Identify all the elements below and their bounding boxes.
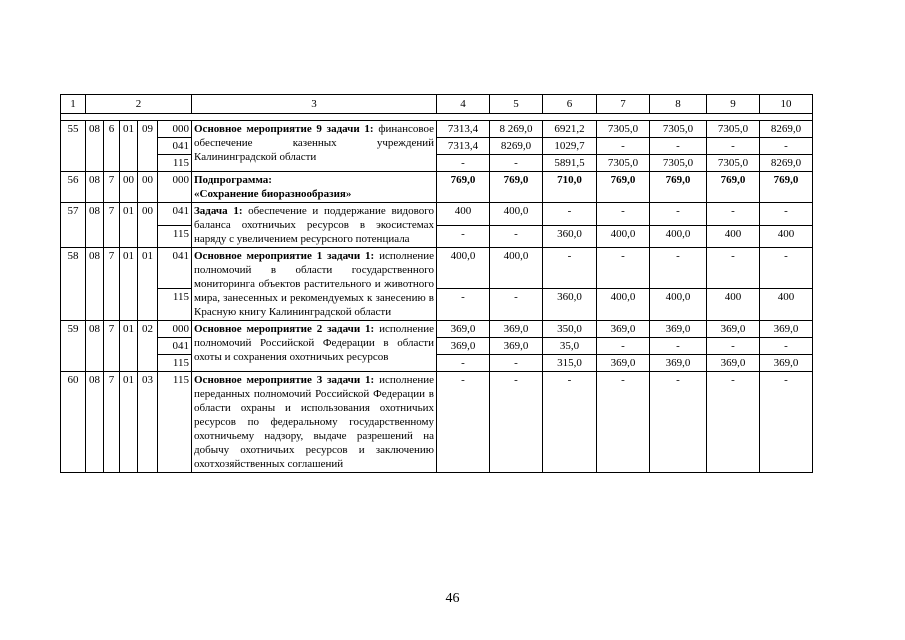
table-row [61, 338, 813, 355]
value-cell: 369,0 [760, 321, 813, 338]
code-cell: 01 [120, 321, 138, 372]
col-header: 8 [650, 95, 707, 114]
value-cell: - [437, 355, 490, 372]
value-cell: 6921,2 [543, 121, 597, 138]
value-cell: 400 [707, 225, 760, 248]
description-cell [192, 372, 437, 473]
value-cell: 35,0 [543, 338, 597, 355]
value-cell: 769,0 [437, 172, 490, 203]
value-cell: - [760, 372, 813, 473]
code-cell: 7 [104, 372, 120, 473]
value-cell: - [437, 155, 490, 172]
value-cell: 400,0 [490, 203, 543, 226]
code-cell: 08 [86, 203, 104, 248]
value-cell: 369,0 [650, 355, 707, 372]
col-header: 1 [61, 95, 86, 114]
value-cell: 7305,0 [597, 155, 650, 172]
value-cell: 350,0 [543, 321, 597, 338]
value-cell: - [437, 289, 490, 321]
value-cell: - [490, 289, 543, 321]
value-cell: - [490, 372, 543, 473]
code-cell: 00 [120, 172, 138, 203]
value-cell: - [707, 248, 760, 289]
value-cell: 369,0 [597, 355, 650, 372]
kvr-code: 000 [158, 321, 192, 338]
value-cell: - [490, 225, 543, 248]
description-cell [192, 321, 437, 372]
value-cell: - [650, 372, 707, 473]
col-header: 9 [707, 95, 760, 114]
kvr-code: 041 [158, 248, 192, 289]
item-title: Основное мероприятие 1 задачи 1: [194, 250, 375, 262]
value-cell: 400,0 [437, 248, 490, 289]
kvr-code: 041 [158, 138, 192, 155]
value-cell: 369,0 [490, 321, 543, 338]
item-desc: «Сохранение биоразнообразия» [194, 188, 352, 200]
table-row [61, 155, 813, 172]
value-cell: 8269,0 [490, 138, 543, 155]
code-cell: 08 [86, 172, 104, 203]
value-cell: 369,0 [760, 355, 813, 372]
value-cell: 400 [707, 289, 760, 321]
value-cell: - [543, 203, 597, 226]
value-cell: - [543, 372, 597, 473]
value-cell: - [760, 138, 813, 155]
kvr-code: 115 [158, 155, 192, 172]
code-cell: 02 [138, 321, 158, 372]
code-cell: 7 [104, 321, 120, 372]
kvr-code: 000 [158, 172, 192, 203]
description-cell [192, 248, 437, 321]
value-cell: - [650, 203, 707, 226]
value-cell: 400,0 [597, 225, 650, 248]
value-cell: 369,0 [597, 321, 650, 338]
code-cell: 7 [104, 248, 120, 321]
description-cell [192, 172, 437, 203]
col-header: 4 [437, 95, 490, 114]
value-cell: 369,0 [707, 321, 760, 338]
value-cell: 7305,0 [707, 121, 760, 138]
value-cell: 360,0 [543, 225, 597, 248]
value-cell: 400,0 [650, 225, 707, 248]
table-row [61, 289, 813, 321]
value-cell: - [650, 138, 707, 155]
description-cell [192, 121, 437, 172]
description-cell [192, 203, 437, 248]
value-cell: - [597, 372, 650, 473]
budget-table [60, 94, 813, 473]
value-cell: 8 269,0 [490, 121, 543, 138]
value-cell: - [707, 338, 760, 355]
value-cell: - [543, 248, 597, 289]
value-cell: 769,0 [490, 172, 543, 203]
item-title: Задача 1: [194, 205, 243, 217]
value-cell: 769,0 [597, 172, 650, 203]
kvr-code: 000 [158, 121, 192, 138]
col-header: 5 [490, 95, 543, 114]
value-cell: 400,0 [597, 289, 650, 321]
page-number: 46 [445, 591, 460, 606]
code-cell: 01 [120, 121, 138, 172]
kvr-code: 115 [158, 355, 192, 372]
item-title: Подпрограмма: [194, 174, 272, 186]
value-cell: - [490, 355, 543, 372]
value-cell: - [707, 203, 760, 226]
code-cell: 7 [104, 203, 120, 248]
code-cell: 08 [86, 121, 104, 172]
table-row [61, 372, 813, 473]
value-cell: 400 [760, 225, 813, 248]
kvr-code: 041 [158, 338, 192, 355]
value-cell: - [760, 203, 813, 226]
table-row [61, 172, 813, 203]
value-cell: - [650, 338, 707, 355]
code-cell: 01 [138, 248, 158, 321]
value-cell: 369,0 [650, 321, 707, 338]
code-cell: 7 [104, 172, 120, 203]
code-cell: 01 [120, 203, 138, 248]
value-cell: 7305,0 [597, 121, 650, 138]
table-row [61, 225, 813, 248]
row-number: 55 [61, 121, 86, 172]
value-cell: 369,0 [437, 338, 490, 355]
value-cell: 7313,4 [437, 138, 490, 155]
col-header: 2 [86, 95, 192, 114]
header-row [61, 95, 813, 114]
item-title: Основное мероприятие 9 задачи 1: [194, 123, 374, 135]
value-cell: 400 [437, 203, 490, 226]
table-row [61, 248, 813, 289]
spacer [61, 114, 813, 121]
value-cell: 710,0 [543, 172, 597, 203]
value-cell: 7305,0 [650, 121, 707, 138]
code-cell: 01 [120, 372, 138, 473]
col-header: 10 [760, 95, 813, 114]
row-number: 60 [61, 372, 86, 473]
value-cell: 769,0 [707, 172, 760, 203]
value-cell: - [760, 248, 813, 289]
value-cell: 369,0 [707, 355, 760, 372]
table-row [61, 121, 813, 138]
table-row [61, 203, 813, 226]
kvr-code: 115 [158, 289, 192, 321]
value-cell: 369,0 [437, 321, 490, 338]
table-row [61, 355, 813, 372]
value-cell: 400,0 [650, 289, 707, 321]
row-number: 57 [61, 203, 86, 248]
value-cell: 8269,0 [760, 155, 813, 172]
value-cell: 5891,5 [543, 155, 597, 172]
row-number: 58 [61, 248, 86, 321]
value-cell: 400,0 [490, 248, 543, 289]
code-cell: 08 [86, 321, 104, 372]
item-desc: обеспечение и поддержание видового баланса охотничьих ресурсов в экосистемах наряду с увеличением ресурсного потенциала [194, 205, 434, 245]
item-desc: исполнение полномочий Российской Федерации в области охоты и сохранения охотничьих ресурсов [194, 323, 434, 363]
row-number: 56 [61, 172, 86, 203]
value-cell: - [597, 338, 650, 355]
item-title: Основное мероприятие 2 задачи 1: [194, 323, 375, 335]
value-cell: 7305,0 [650, 155, 707, 172]
kvr-code: 041 [158, 203, 192, 226]
col-header: 3 [192, 95, 437, 114]
value-cell: 360,0 [543, 289, 597, 321]
value-cell: 769,0 [650, 172, 707, 203]
col-header: 7 [597, 95, 650, 114]
value-cell: - [437, 225, 490, 248]
code-cell: 08 [86, 372, 104, 473]
col-header: 6 [543, 95, 597, 114]
code-cell: 00 [138, 203, 158, 248]
value-cell: 369,0 [490, 338, 543, 355]
value-cell: - [490, 155, 543, 172]
table-row [61, 321, 813, 338]
value-cell: 400 [760, 289, 813, 321]
item-desc: исполнение полномочий в области государственного мониторинга объектов растительного и животного мира, занесенных и рекомендуемых к занесению в Красную книгу Калининградской области [194, 250, 434, 318]
value-cell: 7305,0 [707, 155, 760, 172]
value-cell: 1029,7 [543, 138, 597, 155]
item-desc: финансовое обеспечение казенных учреждений Калининградской области [194, 123, 435, 163]
kvr-code: 115 [158, 225, 192, 248]
kvr-code: 115 [158, 372, 192, 473]
value-cell: - [597, 248, 650, 289]
value-cell: 315,0 [543, 355, 597, 372]
value-cell: 769,0 [760, 172, 813, 203]
item-title: Основное мероприятие 3 задачи 1: [194, 374, 375, 386]
code-cell: 09 [138, 121, 158, 172]
value-cell: - [437, 372, 490, 473]
value-cell: - [597, 138, 650, 155]
code-cell: 03 [138, 372, 158, 473]
value-cell: 8269,0 [760, 121, 813, 138]
value-cell: - [707, 372, 760, 473]
table-row [61, 138, 813, 155]
value-cell: 7313,4 [437, 121, 490, 138]
value-cell: - [650, 248, 707, 289]
code-cell: 01 [120, 248, 138, 321]
row-number: 59 [61, 321, 86, 372]
item-desc: исполнение переданных полномочий Российской Федерации в области охраны и использования охотничьих ресурсов по федеральному государственному охотничьему надзору, выдаче разрешений на добычу охотничьих ресурсов и заключению охотхозяйственных соглашений [194, 374, 434, 470]
code-cell: 00 [138, 172, 158, 203]
value-cell: - [597, 203, 650, 226]
value-cell: - [760, 338, 813, 355]
value-cell: - [707, 138, 760, 155]
code-cell: 6 [104, 121, 120, 172]
code-cell: 08 [86, 248, 104, 321]
